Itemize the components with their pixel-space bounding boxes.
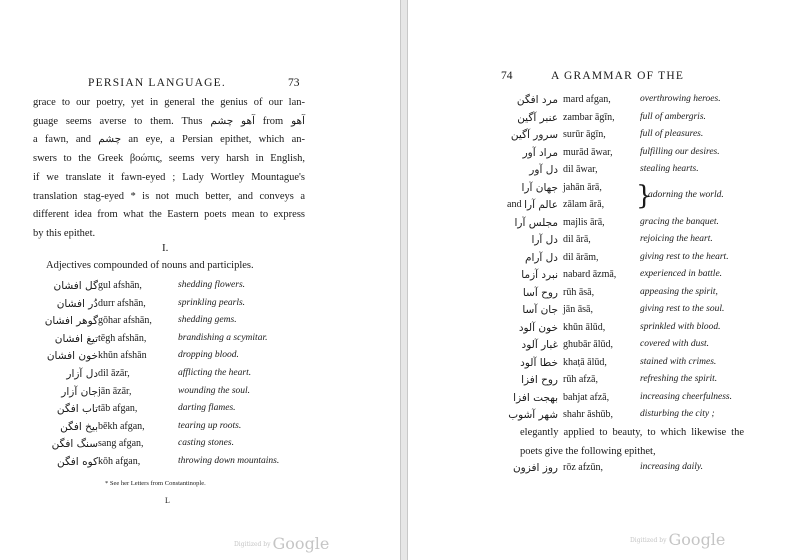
paragraph-line: elegantly applied to beauty, to which likewise the — [520, 427, 744, 438]
persian-term: بیخ افگن — [60, 420, 98, 433]
signature-mark: L — [165, 496, 170, 505]
persian-term: گوهر افشان — [44, 315, 98, 328]
transliteration: shahr āshūb, — [563, 409, 613, 420]
section-caption: Adjectives compounded of nouns and participles. — [46, 260, 254, 271]
transliteration: jahān ārā, — [563, 181, 602, 193]
footnote: * See her Letters from Constantinople. — [105, 480, 206, 487]
persian-term: دل آرام — [524, 251, 558, 264]
transliteration: zambar āgīn, — [563, 111, 615, 123]
persian-term: دل آور — [529, 164, 558, 176]
english-gloss: dropping blood. — [178, 350, 239, 361]
transliteration: gul afshān, — [98, 280, 142, 291]
right-page: 74 A GRAMMAR OF THE مرد افگن mard afgan, overthrowing heroes. عنبر آگین zambar āgīn, full of ambergris. سرور آگین surūr āgīn, full of pleasures. مراد آور murād āwar, fulfilling our desires. دل آور dil āwar, stealing hearts. جهان آرا jahān ārā, عالم آرا zālam ārā, مجلس آرا majlis ārā, gracing the banquet. دل آرا dil ārā, rejoicing the heart. دل آرام dil ārām, giving rest to the heart. نبرد آزما nabard āzmā, experienced in battle. روح آسا rūh āsā, appeasing the spirit, جان آسا jān āsā, giving rest to the soul. خون آلود khūn ālūd, sprinkled with blood. غبار آلود ghubār ālūd, covered with dust. خطا آلود khaṭā ālūd, stained with crimes. روح افزا rūh afzā, refreshing the spirit. بهجت افزا bahjat afzā, increasing cheerfulness. شهر آشوب shahr āshūb, disturbing the city ; and } adorning the world. elegantly applied to beauty, to which likewise the poets give the following epithet, روز افزون rōz afzūn, increasing daily. Digitized by Google — [407, 0, 805, 560]
paragraph-line: grace to our poetry, yet in general the genius of our lan- — [33, 97, 305, 108]
english-gloss: full of pleasures. — [640, 129, 704, 139]
transliteration: dil ārām, — [563, 251, 599, 263]
paragraph-line: poets give the following epithet, — [520, 445, 656, 457]
transliteration: rūh āsā, — [563, 286, 595, 298]
transliteration: surūr āgīn, — [563, 129, 606, 140]
transliteration: dil ārā, — [563, 234, 591, 245]
transliteration: tēgh afshān, — [98, 332, 147, 344]
english-gloss: experienced in battle. — [640, 269, 723, 279]
persian-term: دُر افشان — [56, 297, 98, 310]
persian-term: جهان آرا — [521, 181, 558, 194]
english-gloss: giving rest to the heart. — [640, 251, 729, 262]
left-page — [0, 0, 401, 560]
english-gloss: tearing up roots. — [178, 420, 242, 431]
english-gloss: full of ambergris. — [640, 111, 706, 122]
english-gloss: covered with dust. — [640, 339, 710, 349]
transliteration: dil āzār, — [98, 368, 130, 379]
google-watermark: Digitized by Google — [630, 530, 726, 549]
transliteration: tāb afgan, — [98, 403, 138, 415]
transliteration: nabard āzmā, — [563, 269, 617, 280]
body-paragraph — [520, 424, 744, 461]
paragraph-line: swers to the Greek βοώπις, seems very harsh in English, — [33, 153, 305, 165]
english-gloss: brandishing a scymitar. — [178, 332, 268, 343]
google-watermark: Digitized by Google — [234, 534, 330, 553]
running-header: A GRAMMAR OF THE — [551, 70, 685, 82]
paragraph-line: a fawn, and چشم an eye, a Persian epithet, which an- — [33, 134, 305, 146]
english-gloss: appeasing the spirit, — [640, 286, 718, 297]
english-gloss: overthrowing heroes. — [640, 94, 721, 104]
paragraph-line: different idea from what the Eastern poets mean to express — [33, 209, 305, 221]
transliteration: gōhar afshān, — [98, 315, 152, 327]
paragraph-line: by this epithet. — [33, 227, 96, 239]
persian-term: خون آلود — [518, 321, 558, 334]
persian-term: بهجت افزا — [513, 391, 558, 404]
page-number: 74 — [501, 70, 513, 82]
transliteration: dil āwar, — [563, 164, 598, 175]
brace: } — [636, 181, 653, 211]
transliteration: khūn ālūd, — [563, 321, 606, 333]
transliteration: rūh afzā, — [563, 374, 598, 385]
persian-term: جان آسا — [522, 304, 558, 316]
transliteration: durr afshān, — [98, 297, 146, 309]
paragraph-line: translation stag-eyed * is not much better, and conveys a — [33, 190, 305, 202]
english-gloss: shedding gems. — [178, 315, 237, 326]
persian-term: تیغ افشان — [54, 332, 98, 345]
english-gloss: refreshing the spirit. — [640, 374, 718, 384]
persian-term: غبار آلود — [521, 339, 558, 351]
english-gloss: sprinkling pearls. — [178, 297, 246, 308]
transliteration: majlis ārā, — [563, 216, 605, 228]
transliteration: jān āzār, — [98, 385, 132, 397]
english-gloss: fulfilling our desires. — [640, 146, 720, 157]
page-number: 73 — [288, 77, 300, 89]
transliteration: kōh afgan, — [98, 456, 141, 467]
persian-term: خطا آلود — [520, 356, 558, 369]
english-gloss: shedding flowers. — [178, 280, 246, 290]
transliteration: sang afgan, — [98, 438, 144, 450]
english-gloss: casting stones. — [178, 438, 234, 449]
paragraph-line: guage seems averse to them. Thus آهو چشم from آهو — [33, 115, 305, 127]
persian-term: شهر آشوب — [508, 409, 558, 421]
persian-term: تاب افگن — [56, 403, 98, 416]
persian-term: دل آزار — [66, 368, 98, 380]
transliteration: khaṭā ālūd, — [563, 356, 607, 368]
english-gloss: throwing down mountains. — [178, 456, 280, 466]
transliteration: ghubār ālūd, — [563, 339, 613, 350]
body-paragraph — [33, 94, 305, 244]
persian-term: خون افشان — [46, 350, 98, 363]
persian-term: سنگ افگن — [51, 438, 98, 451]
persian-term: کوه افگن — [57, 456, 98, 468]
persian-term: دل آرا — [531, 234, 558, 246]
english-gloss: afflicting the heart. — [178, 368, 252, 378]
english-gloss: giving rest to the soul. — [640, 304, 725, 314]
english-gloss: stained with crimes. — [640, 356, 717, 367]
transliteration: bēkh afgan, — [98, 420, 145, 432]
english-gloss: increasing cheerfulness. — [640, 391, 732, 402]
persian-term: جان آزار — [61, 385, 98, 398]
persian-term: روح افزا — [521, 374, 558, 386]
transliteration: bahjat afzā, — [563, 391, 610, 403]
running-header: PERSIAN LANGUAGE. — [88, 77, 226, 89]
persian-term: عالم آرا — [524, 199, 558, 211]
persian-term: روح آسا — [522, 286, 558, 299]
transliteration: jān āsā, — [563, 304, 593, 315]
transliteration: zālam ārā, — [563, 199, 605, 210]
persian-term: مرد افگن — [516, 94, 558, 106]
english-gloss: stealing hearts. — [640, 164, 699, 174]
english-gloss: wounding the soul. — [178, 385, 251, 396]
persian-term: مراد آور — [522, 146, 558, 159]
english-gloss: sprinkled with blood. — [640, 321, 721, 332]
persian-term: نبرد آزما — [521, 269, 558, 281]
english-gloss: darting flames. — [178, 403, 236, 414]
persian-term: عنبر آگین — [517, 111, 558, 124]
persian-term: مجلس آرا — [514, 216, 558, 229]
paragraph-line: if we translate it fawn-eyed ; Lady Wortley Mountague's — [33, 171, 305, 183]
english-gloss: disturbing the city ; — [640, 409, 715, 419]
persian-term: گل افشان — [53, 280, 98, 292]
transliteration: khūn afshān — [98, 350, 147, 362]
english-gloss: rejoicing the heart. — [640, 234, 713, 244]
section-number: I. — [162, 242, 169, 254]
english-gloss: gracing the banquet. — [640, 216, 719, 227]
transliteration: murād āwar, — [563, 146, 613, 158]
transliteration: mard afgan, — [563, 94, 611, 105]
persian-term: سرور آگین — [510, 129, 558, 141]
